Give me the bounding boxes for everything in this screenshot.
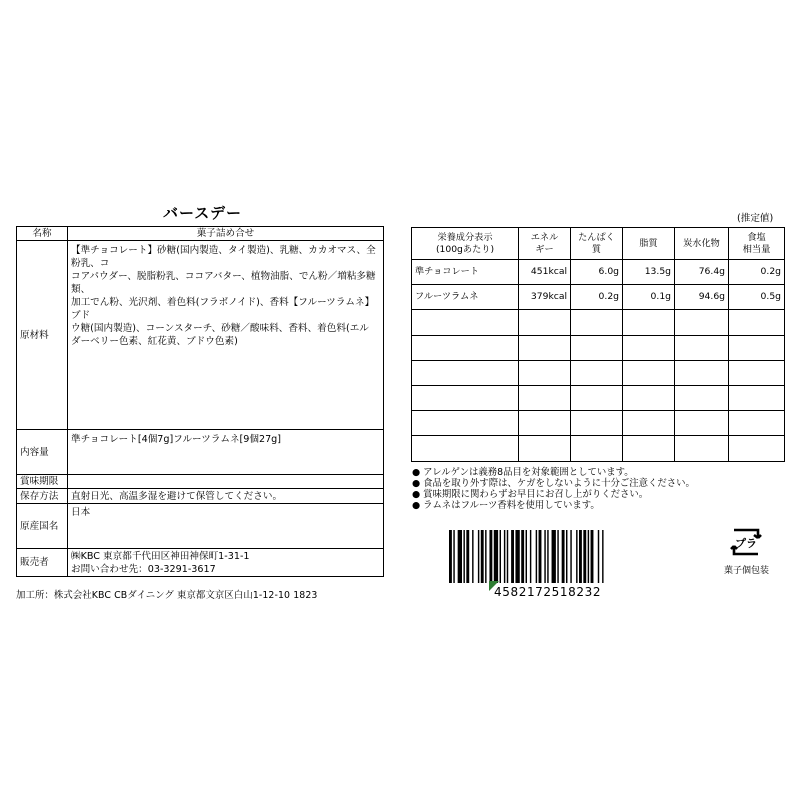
barcode-bar [511,530,514,583]
processing-plant-footer: 加工所：株式会社KBC CBダイニング 東京都文京区白山1-12-10 1823 [16,590,318,601]
barcode-number: 4582172518232 [494,585,602,599]
barcode-bar [453,530,454,583]
nutrition-header-fat: 脂質 [623,228,675,260]
ingredients-line: ダーベリー色素、紅花黄、ブドウ色素) [71,336,238,347]
product-label-table [16,226,384,577]
nutrition-carbs: 94.6g [675,285,729,310]
estimated-value-note: (推定値) [737,213,774,224]
nutrition-notes [412,467,695,511]
barcode-bar [536,530,537,583]
label-content-key: 内容量 [17,430,68,475]
barcode-bar [485,530,486,583]
barcode-bar [566,530,567,583]
barcode-bar [526,530,527,583]
nutrition-item-name: 準チョコレート [412,260,519,285]
seller-contact: お問い合わせ先：03-3291-3617 [71,564,216,575]
barcode-bar [489,530,492,583]
recycle-caption: 菓子個包装 [724,566,770,576]
label-ingredients-key: 原材料 [17,241,68,430]
barcode-bar [539,530,542,583]
nutrition-empty-row [412,436,785,461]
nutrition-fat: 0.1g [623,285,675,310]
nutrition-empty-row [412,335,785,360]
nutrition-header-row [412,228,785,260]
barcode-bar [478,530,479,583]
nutrition-energy: 451kcal [519,260,571,285]
nutrition-item-name: フルーツラムネ [412,285,519,310]
barcode-bar [449,530,452,583]
ingredients-line: 加工でん粉、光沢剤、着色料(フラボノイド)、香料【フルーツラムネ】ブド [71,297,375,321]
nutrition-header-protein: たんぱく 質 [571,228,623,260]
barcode-bar [507,530,508,583]
recycle-pla-icon [726,524,766,562]
barcode-bar [472,530,473,583]
label-row-name [17,227,384,241]
nutrition-header-label: 栄養成分表示 (100gあたり) [412,228,519,260]
note-removal: ● 食品を取り外す際は、ケガをしないように十分ご注意ください。 [412,478,695,489]
nutrition-table [411,227,785,462]
note-flavor: ● ラムネはフルーツ香料を使用しています。 [412,500,600,511]
barcode-bar [602,530,603,583]
barcode-bar [598,530,599,583]
label-storage-key: 保存方法 [17,489,68,504]
label-name-key: 名称 [17,227,68,241]
label-row-ingredients [17,241,384,430]
barcode-bar [463,530,464,583]
label-row-content [17,430,384,475]
nutrition-carbs: 76.4g [675,260,729,285]
label-seller-value [68,549,384,577]
nutrition-salt: 0.2g [729,260,785,285]
barcode-icon [449,530,605,583]
nutrition-header-salt: 食塩 相当量 [729,228,785,260]
nutrition-fat: 13.5g [623,260,675,285]
nutrition-empty-row [412,310,785,335]
label-storage-value: 直射日光、高温多湿を避けて保管してください。 [68,489,384,504]
label-row-seller [17,549,384,577]
barcode-bar [583,530,586,583]
ingredients-line: ウ糖(国内製造)、コーンスターチ、砂糖／酸味料、香料、着色料(エル [71,323,369,334]
nutrition-row [412,285,785,310]
note-allergen: ● アレルゲンは義務8品目を対象範囲としています。 [412,467,634,478]
label-origin-key: 原産国名 [17,504,68,549]
note-expiry: ● 賞味期限に関わらずお早目にお召し上がりください。 [412,489,649,500]
label-seller-key: 販売者 [17,549,68,577]
barcode-bar [570,530,571,583]
nutrition-salt: 0.5g [729,285,785,310]
label-row-storage [17,489,384,504]
nutrition-row [412,260,785,285]
nutrition-header-carbs: 炭水化物 [675,228,729,260]
nutrition-empty-row [412,385,785,410]
nutrition-empty-row [412,411,785,436]
barcode-bar [458,530,462,583]
barcode-bar [588,530,589,583]
barcode-bar [557,530,558,583]
label-name-value: 菓子詰め合せ [68,227,384,241]
barcode-bar [515,530,519,583]
ingredients-line: コアパウダー、脱脂粉乳、ココアバター、植物油脂、でん粉／増粘多糖類、 [71,271,376,295]
recycle-mark-text: プラ [735,537,757,550]
barcode-bar [530,530,531,583]
barcode-bar [591,530,594,583]
barcode-bar [544,530,545,583]
label-ingredients-value [68,241,384,430]
label-row-origin [17,504,384,549]
barcode-bar [504,530,505,583]
barcode-bar [481,530,484,583]
barcode-bar [521,530,524,583]
nutrition-header-energy: エネル ギー [519,228,571,260]
barcode-bar [579,530,582,583]
nutrition-energy: 379kcal [519,285,571,310]
nutrition-protein: 6.0g [571,260,623,285]
label-origin-value: 日本 [68,504,384,549]
product-title: バースデー [163,204,242,222]
seller-address: ㈱KBC 東京都千代田区神田神保町1-31-1 [71,551,250,562]
barcode-bar [500,530,501,583]
label-row-expiry [17,475,384,489]
nutrition-empty-row [412,360,785,385]
barcode-bar [494,530,498,583]
barcode-bar [466,530,469,583]
barcode-bar [552,530,556,583]
nutrition-protein: 0.2g [571,285,623,310]
barcode-bar [547,530,548,583]
ingredients-line: 【準チョコレート】砂糖(国内製造、タイ製造)、乳糖、カカオマス、全粉乳、コ [71,245,376,269]
label-content-value: 準チョコレート[4個7g]フルーツラムネ[9個27g] [68,430,384,475]
barcode-bar [562,530,565,583]
label-expiry-value [68,475,384,489]
barcode-bar [576,530,577,583]
label-expiry-key: 賞味期限 [17,475,68,489]
